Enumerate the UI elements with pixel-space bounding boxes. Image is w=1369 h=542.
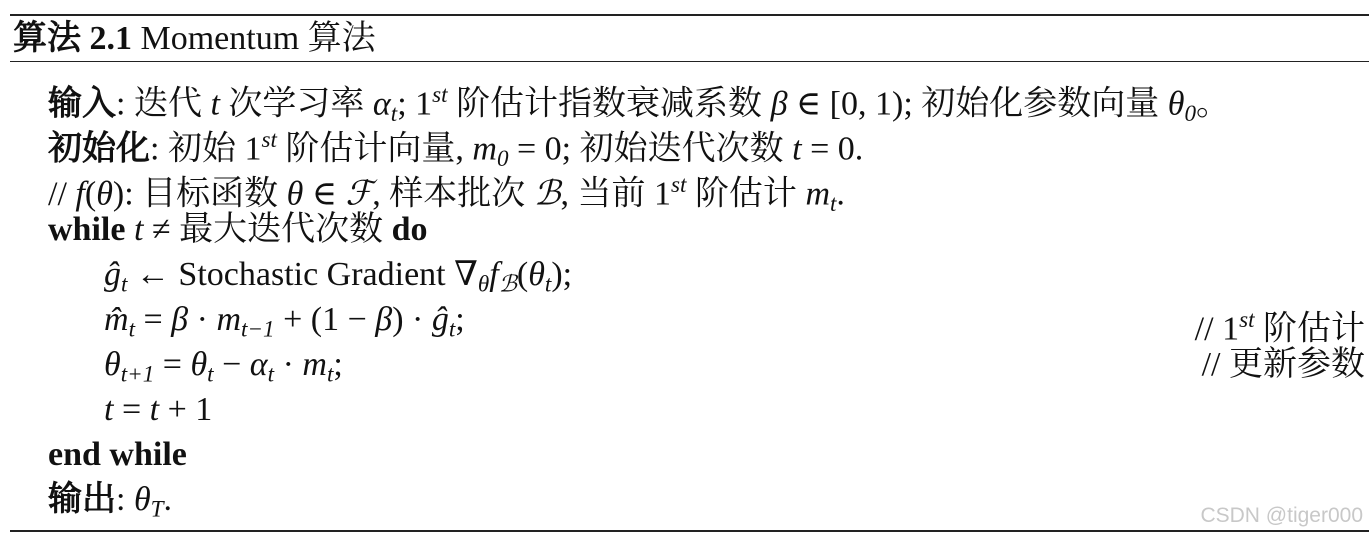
var-m: m	[216, 301, 241, 338]
subscript: t	[448, 316, 456, 343]
algorithm-title: Momentum 算法	[132, 20, 376, 57]
var-alpha: α	[372, 85, 391, 123]
algorithm-label: 算法 2.1	[13, 20, 132, 57]
subscript: θ	[477, 271, 490, 298]
comment-text: // 1	[1194, 310, 1240, 348]
do-keyword: do	[391, 211, 428, 248]
gradient-text: (	[516, 256, 529, 293]
theta-update-text: −	[213, 346, 250, 383]
var-beta: β	[770, 85, 788, 123]
algorithm-caption	[13, 18, 376, 60]
comment-text: 阶估计	[686, 175, 806, 213]
var-F: ℱ	[345, 175, 373, 213]
m-update-text: ;	[455, 301, 465, 338]
gradient-line	[104, 254, 572, 305]
input-text: ∈ [0, 1); 初始化参数向量	[787, 85, 1168, 123]
bottom-rule	[10, 530, 1369, 532]
output-line	[48, 479, 172, 530]
theta-update-line	[104, 344, 343, 395]
var-t: t	[149, 391, 160, 428]
init-text: : 初始 1	[150, 130, 262, 168]
subscript: 0	[496, 146, 509, 173]
var-m-hat: m̂	[104, 301, 129, 338]
var-m: m	[805, 175, 830, 213]
comment-text: , 样本批次	[372, 175, 534, 213]
var-theta: θ	[190, 346, 208, 383]
var-alpha: α	[249, 346, 268, 383]
gradient-text: ← Stochastic Gradient ∇	[127, 256, 478, 293]
m-update-text: ) ·	[392, 301, 432, 338]
var-t: t	[210, 85, 220, 123]
subscript: t	[830, 191, 837, 218]
var-t: t	[125, 211, 144, 248]
var-theta: θ	[133, 481, 151, 518]
subscript: T	[150, 496, 164, 523]
while-text: ≠ 最大迭代次数	[143, 211, 392, 248]
var-m: m	[302, 346, 327, 383]
input-keyword: 输入	[48, 85, 116, 123]
init-keyword: 初始化	[48, 130, 150, 168]
var-f: f	[75, 175, 85, 213]
superscript: st	[1239, 307, 1255, 333]
init-text: = 0.	[801, 130, 864, 168]
while-keyword: while	[48, 211, 126, 248]
subscript: ℬ	[498, 271, 517, 298]
subscript: t	[121, 271, 128, 298]
comment-text: (	[84, 175, 97, 213]
end-while-keyword: end while	[48, 436, 187, 473]
while-line	[48, 209, 428, 251]
var-B: ℬ	[533, 175, 561, 213]
comment-text: .	[836, 175, 845, 213]
output-text: :	[116, 481, 134, 518]
input-text: 次学习率	[219, 85, 373, 123]
var-f: f	[489, 256, 499, 293]
superscript: st	[432, 82, 448, 108]
superscript: st	[671, 172, 687, 198]
m-update-text: =	[134, 301, 172, 338]
var-theta: θ	[96, 175, 113, 213]
theta-update-text: ·	[274, 346, 303, 383]
output-keyword: 输出	[48, 481, 116, 518]
t-update-line	[104, 389, 212, 431]
input-text: ; 1	[397, 85, 433, 123]
comment-text: , 当前 1	[560, 175, 672, 213]
var-m: m	[472, 130, 497, 168]
subscript: t	[326, 361, 334, 388]
subscript: t	[390, 101, 398, 128]
m-update-comment	[1195, 299, 1365, 351]
output-text: .	[163, 481, 173, 518]
var-beta: β	[171, 301, 189, 338]
comment-text: //	[48, 175, 76, 213]
m-update-line	[104, 299, 465, 350]
subscript: 0	[1184, 101, 1197, 128]
var-t: t	[792, 130, 802, 168]
t-update-text: =	[113, 391, 150, 428]
subscript: t	[267, 361, 275, 388]
var-g-hat: ĝ	[431, 301, 449, 338]
t-update-text: + 1	[159, 391, 213, 428]
m-update-text: ·	[188, 301, 217, 338]
subscript: t−1	[241, 316, 275, 343]
theta-update-text: ;	[333, 346, 343, 383]
init-text: 阶估计向量,	[276, 130, 473, 168]
subscript: t	[207, 361, 214, 388]
theta-update-comment: // 更新参数	[1201, 346, 1365, 383]
input-text: 。	[1196, 85, 1231, 123]
init-text: = 0; 初始迭代次数	[508, 130, 793, 168]
var-beta: β	[375, 301, 393, 338]
comment-text: ∈	[303, 175, 346, 213]
var-g-hat: ĝ	[104, 256, 121, 293]
caption-rule	[10, 61, 1369, 62]
var-theta: θ	[528, 256, 545, 293]
top-rule	[10, 14, 1369, 16]
var-t: t	[104, 391, 114, 428]
watermark: CSDN @tiger000	[1200, 504, 1363, 527]
superscript: st	[261, 127, 277, 153]
theta-update-text: =	[154, 346, 191, 383]
subscript: t	[544, 271, 552, 298]
subscript: t+1	[120, 361, 155, 388]
subscript: t	[128, 316, 135, 343]
var-theta: θ	[1167, 85, 1185, 123]
gradient-text: );	[551, 256, 573, 293]
var-theta: θ	[286, 175, 304, 213]
input-text: 阶估计指数衰减系数	[447, 85, 771, 123]
comment-text: 阶估计	[1254, 310, 1365, 348]
m-update-text: + (1 −	[274, 301, 376, 338]
comment-text: ): 目标函数	[112, 175, 287, 213]
input-text: : 迭代	[116, 85, 211, 123]
var-theta: θ	[104, 346, 121, 383]
